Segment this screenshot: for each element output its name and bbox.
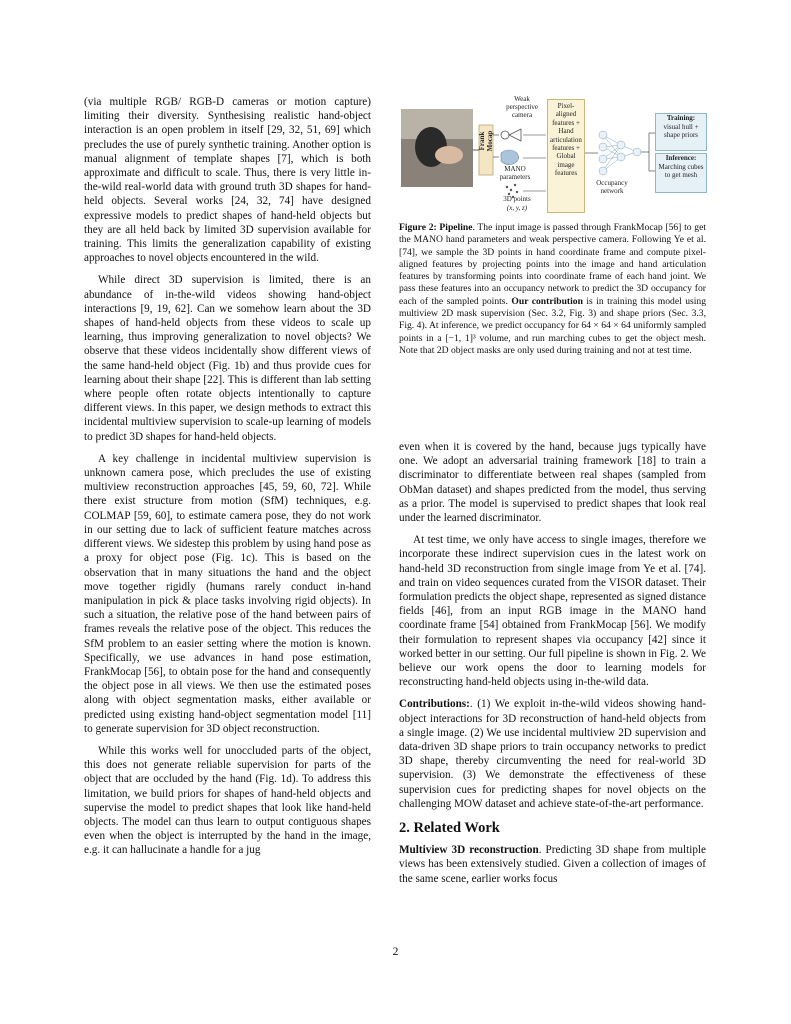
- caption-bold: Our contribution: [511, 295, 583, 307]
- left-paragraph-3: A key challenge in incidental multiview supervision is unknown camera pose, which precludes the use of existing multiview reconstruction approaches [45, 59, 60, 72]. While there exist structure from motion (SfM) techniques, e.g. COLMAP [59, 60], to estimate camera pose, they do not work in our setting due to lack of sufficient feature matches across different views. We sidestep this problem by using hand pose as a proxy for object pose (Fig. 1c). This is based on the observation that in many situations the hand and the object move together rigidly (humans rarely conduct in-hand manipulation in pick & place tasks involving rigid objects). In such a situation, the relative pose of the hand between pairs of frames reveals the relative pose of the object. This reduces the SfM problem to an easier setting where the motion is known. Specifically, we use advances in hand pose estimation, FrankMocap [56], to obtain pose for the hand and consequently the object pose in all views. We then use the estimated poses along with object segmentation masks, either available or predicted using existing hand-object segmentation model [11] to generate supervision for 3D object reconstruction.: [84, 452, 371, 735]
- points-xyz-label: (x, y, z): [506, 204, 528, 212]
- features-box: Pixel-aligned features + Hand articulation features + Global image features: [547, 99, 585, 213]
- hand-mesh-icon: [501, 150, 519, 165]
- occupancy-network-icon: [599, 131, 641, 175]
- points-label: 3D points: [503, 195, 531, 203]
- multiview-text: . Predicting 3D shape from multiple views has been extensively studied. Given a collection of images of the same scene, earlier works focus: [399, 844, 706, 885]
- weak-camera-label: Weak perspective camera: [506, 95, 538, 119]
- figure-caption: [399, 222, 706, 357]
- right-paragraph-2: At test time, we only have access to single images, therefore we incorporate these indirect supervision cues in the latest work on hand-held 3D reconstruction from single image from Ye et al. [74]. and train on video sequences curated from the VISOR dataset. Their formulation predicts the object shape, represented as signed distance fields [46], from an input RGB image in the MANO hand coordinate frame [54] obtained from FrankMocap [56]. We modify their formulation to represent shapes via occupancy [42] since it worked better in our setting. Our full pipeline is shown in Fig. 2. We believe our work opens the door to learning models for reconstructing hand-held objects using in-the-wild data.: [399, 534, 706, 689]
- camera-lens-icon: [501, 131, 509, 139]
- occupancy-network-label: Occupancy network: [596, 179, 628, 195]
- mano-label: MANO parameters: [499, 165, 531, 181]
- right-paragraph-1: even when it is covered by the hand, because jugs typically have one. We adopt an adversarial training framework [18] to train a discriminator to differentiate between real shapes (sampled from ObMan dataset) and shapes predicted from the model, thus serving as a prior. The model is supervised to predict shapes that look real under the learned discriminator.: [399, 441, 706, 525]
- contributions-paragraph: [399, 697, 706, 811]
- right-column: [399, 440, 706, 894]
- inference-body: Marching cubes to get mesh: [658, 162, 704, 180]
- section-title: 2. Related Work: [399, 820, 500, 837]
- left-paragraph-1: (via multiple RGB/ RGB-D cameras or motion capture) limiting their diversity. Synthesising realistic hand-object interaction is an open problem in itself [29, 32, 51, 69] which precludes the use of purely synthetic training. Another option is manual alignment of template shapes [7], which is both approximate and difficult to scale. Thus, there is very little in-the-wild real-world data with ground truth 3D shapes for hand-held objects. Several works [24, 32, 74] have designed expressive models to predict shapes of hand-held objects but they are all held back by limited 3D supervision available for training. This limits the generalization capability of existing approaches to novel objects encountered in the wild.: [84, 96, 371, 265]
- left-paragraph-2: While direct 3D supervision is limited, there is an abundance of in-the-wild videos showing hand-object interactions [9, 19, 62]. Can we somehow learn about the 3D shapes of hand-held objects from these videos to scale up learning, thus improving generalization to novel objects? We observe that these videos incidentally show different views of the same hand-held object (Fig. 1b) and thus provide cues for learning about their shape [22]. This is different than lab setting where people often rotate objects intentionally to capture different views. In this paper, we design methods to extract this incidental multiview supervision to scale-up learning of models to predict 3D shapes for hand-held objects.: [84, 274, 371, 443]
- left-column: [84, 95, 371, 866]
- caption-label: Figure 2: Pipeline: [399, 222, 473, 233]
- contributions-text: . (1) We exploit in-the-wild videos showing hand-object interactions for 3D reconstruction of hand-held objects from a single image. (2) We use incidental multiview 2D supervision and data-driven 3D shape priors to train occupancy networks to predict 3D shape, thereby circumventing the need for real-world 3D supervision. (3) We demonstrate the effectiveness of these supervision cues for predicting shapes for novel objects on the challenging MOW dataset and achieve state-of-the-art performance.: [399, 698, 706, 810]
- page-number: 2: [392, 946, 399, 958]
- multiview-label: Multiview 3D reconstruction: [399, 844, 539, 857]
- pipeline-figure: [399, 95, 706, 230]
- photo-hand: [435, 146, 463, 164]
- contributions-label: Contributions:: [399, 698, 470, 711]
- inference-title: Inference:: [665, 154, 697, 162]
- camera-icon: [509, 129, 521, 141]
- caption-text: . The input image is passed through FrankMocap [56] to get the MANO hand parameters and weak perspective camera. Following Ye et al. [74], we sample the 3D points in hand coordinate frame and compute pixel-aligned features by projecting points into the image and hand articulation features by transforming points into coordinate frame of each hand joint. We pass these features into an occupancy network to predict the 3D occupancy for each of the sampled points.: [399, 222, 706, 307]
- training-title: Training:: [666, 114, 696, 122]
- inference-box: [655, 153, 707, 193]
- training-body: visual hull + shape priors: [663, 122, 699, 140]
- caption-text-2: is in training this model using multiview 2D mask supervision (Sec. 3.2, Fig. 3) and shape priors (Sec. 3.3, Fig. 4). At inference, we predict occupancy for 64 × 64 × 64 uniformly sampled points in a [−1, 1]³ volume, and run marching cubes to get the object mesh. Note that 2D object masks are only used during training and not at test time.: [399, 295, 706, 356]
- training-box: [655, 113, 707, 151]
- frank-mocap-label: Frank Mocap: [478, 130, 494, 152]
- right-paragraph-3: [399, 843, 706, 886]
- left-paragraph-4: While this works well for unoccluded parts of the object, this does not generate reliable supervision for parts of the object that are occluded by the hand (Fig. 1d). To address this limitation, we build priors for shapes of hand-held objects and supervise the model to predict shapes that look like hand-held objects. The model can thus learn to output contiguous shapes even when the object is interrupted by the hand in the image, e.g. it can hallucinate a handle for a jug: [84, 744, 371, 857]
